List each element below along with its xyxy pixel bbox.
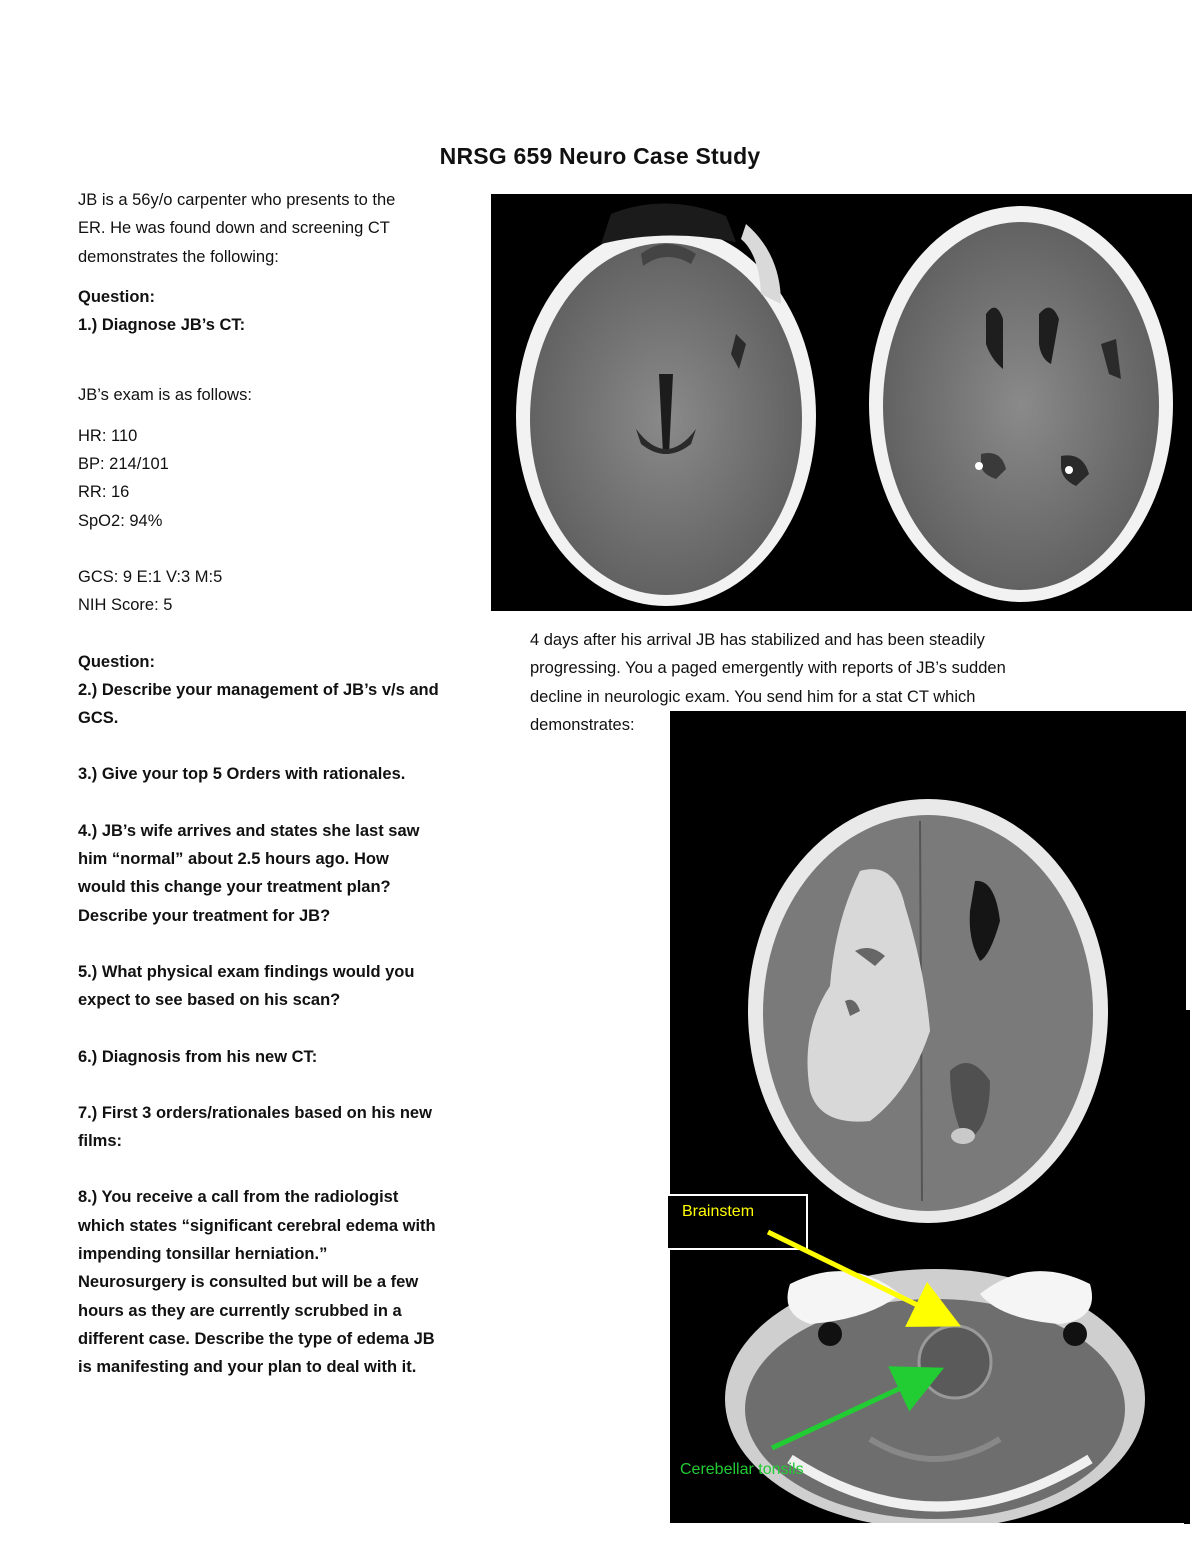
gcs-score: GCS: 9 E:1 V:3 M:5 (78, 567, 223, 586)
exam-intro: JB’s exam is as follows: (78, 386, 252, 405)
question-8-line: Neurosurgery is consulted but will be a few (78, 1273, 419, 1292)
question-8-line: which states “significant cerebral edema with (78, 1216, 436, 1235)
intro-line: ER. He was found down and screening CT (78, 219, 390, 238)
question-7-line: 7.) First 3 orders/rationales based on his new (78, 1103, 432, 1122)
question-2-line: GCS. (78, 709, 119, 728)
question-4-line: him “normal” about 2.5 hours ago. How (78, 850, 389, 869)
question-4-line: would this change your treatment plan? (78, 878, 391, 897)
question-heading: Question: (78, 287, 155, 306)
intro-line: JB is a 56y/o carpenter who presents to the (78, 191, 396, 209)
followup-line: progressing. You a paged emergently with reports of JB’s sudden (530, 659, 1006, 678)
question-4-line: 4.) JB’s wife arrives and states she last saw (78, 821, 420, 840)
intro-line: demonstrates the following: (78, 247, 279, 266)
nih-score: NIH Score: 5 (78, 596, 173, 615)
followup-line: decline in neurologic exam. You send him for a stat CT which (530, 687, 976, 706)
question-8-line: 8.) You receive a call from the radiologist (78, 1188, 399, 1207)
question-8-line: different case. Describe the type of edema JB (78, 1329, 435, 1348)
question-7-line: films: (78, 1132, 123, 1151)
question-3-line: 3.) Give your top 5 Orders with rationales. (78, 765, 406, 784)
question-2-line: 2.) Describe your management of JB’s v/s and (78, 680, 439, 699)
followup-line: demonstrates: (530, 715, 635, 734)
question-4-line: Describe your treatment for JB? (78, 906, 331, 925)
vital-spo2: SpO2: 94% (78, 511, 163, 530)
vital-hr: HR: 110 (78, 426, 138, 445)
question-8-line: is manifesting and your plan to deal with it. (78, 1358, 417, 1377)
question-6-line: 6.) Diagnosis from his new CT: (78, 1047, 318, 1066)
brainstem-label: Brainstem (682, 1203, 755, 1220)
vital-bp: BP: 214/101 (78, 455, 169, 474)
page-title: NRSG 659 Neuro Case Study (439, 143, 761, 169)
question-heading: Question: (78, 652, 155, 671)
cerebellar-tonsils-label: Cerebellar tonsils (680, 1461, 804, 1478)
followup-line: 4 days after his arrival JB has stabilized and has been steadily (530, 631, 985, 649)
question-8-line: hours as they are currently scrubbed in a (78, 1301, 402, 1320)
question-5-line: expect to see based on his scan? (78, 991, 341, 1010)
cerebellar-tonsils-arrow (772, 1372, 935, 1448)
question-5-line: 5.) What physical exam findings would you (78, 962, 415, 981)
question-1: 1.) Diagnose JB’s CT: (78, 316, 246, 335)
vital-rr: RR: 16 (78, 483, 130, 502)
question-8-line: impending tonsillar herniation.” (78, 1245, 328, 1264)
brainstem-arrow (768, 1232, 952, 1322)
